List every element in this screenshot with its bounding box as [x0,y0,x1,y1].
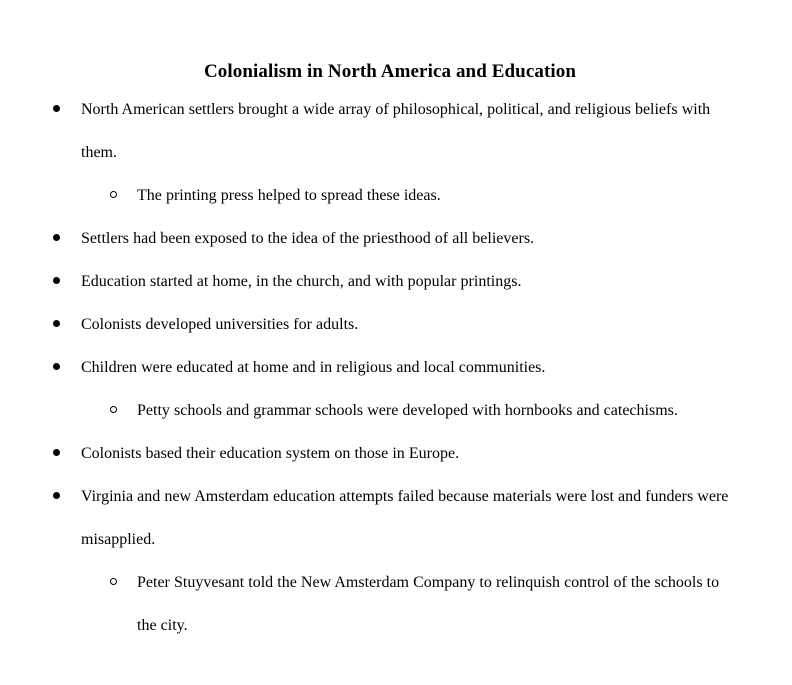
bullet-disc-icon [53,363,60,370]
list-item [0,174,792,217]
list-item [0,432,792,475]
bullet-disc-icon [53,105,60,112]
list-item-text: Settlers had been exposed to the idea of the priesthood of all believers. [81,230,535,247]
outline-list [0,88,792,647]
list-item-text: Colonists developed universities for adults. [81,316,359,333]
bullet-disc-icon [53,449,60,456]
bullet-circle-icon [110,406,117,413]
page-title: Colonialism in North America and Education [203,60,577,82]
list-item-text: North American settlers brought a wide array of philosophical, political, and religious beliefs with them. [81,101,711,161]
bullet-circle-icon [110,578,117,585]
list-item-text: Colonists based their education system on those in Europe. [81,445,460,462]
bullet-disc-icon [53,492,60,499]
list-item-text: The printing press helped to spread these ideas. [137,187,441,204]
list-item [0,475,792,561]
list-item [0,88,792,174]
list-item [0,389,792,432]
list-item-text: Peter Stuyvesant told the New Amsterdam Company to relinquish control of the schools to the city. [137,574,720,634]
list-item [0,561,792,647]
bullet-disc-icon [53,320,60,327]
bullet-disc-icon [53,234,60,241]
list-item [0,303,792,346]
bullet-circle-icon [110,191,117,198]
list-item-text: Petty schools and grammar schools were developed with hornbooks and catechisms. [137,402,678,419]
list-item [0,217,792,260]
list-item [0,346,792,389]
list-item-text: Education started at home, in the church, and with popular printings. [81,273,522,290]
list-item-text: Virginia and new Amsterdam education attempts failed because materials were lost and funders were misapplied. [81,488,729,548]
list-item-text: Children were educated at home and in religious and local communities. [81,359,546,376]
bullet-disc-icon [53,277,60,284]
list-item [0,260,792,303]
